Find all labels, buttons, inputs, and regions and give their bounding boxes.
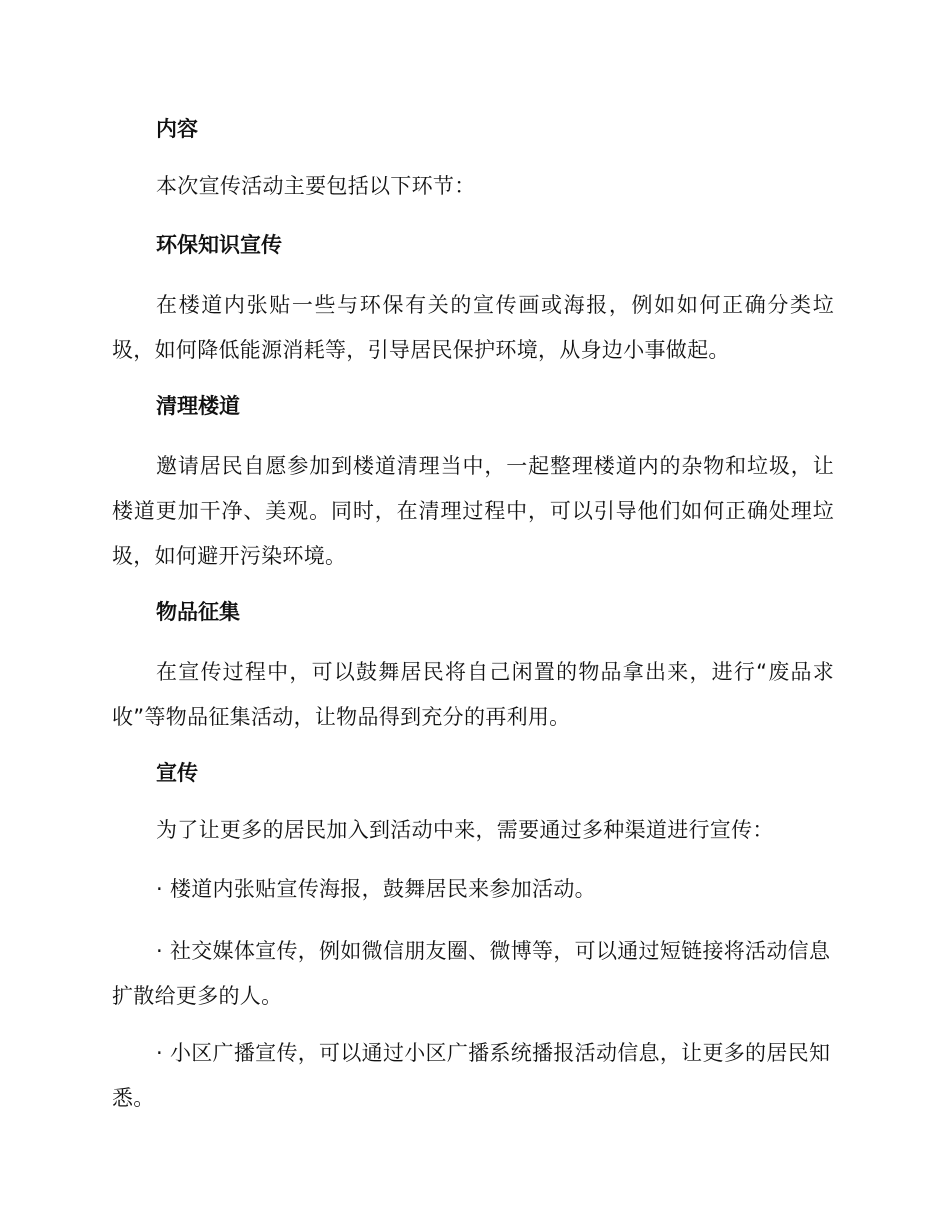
section-heading-env: 环保知识宣传 — [156, 233, 282, 257]
list-item: · 社交媒体宣传，例如微信朋友圈、微博等，可以通过短链接将活动信息扩散给更多的人。 — [112, 939, 831, 1008]
section-heading-clean: 清理楼道 — [156, 394, 240, 418]
env-paragraph: 在楼道内张贴一些与环保有关的宣传画或海报，例如如何正确分类垃圾，如何降低能源消耗等，引导居民保护环境，从身边小事做起。 — [112, 293, 834, 362]
document-body — [112, 110, 834, 1133]
clean-paragraph: 邀请居民自愿参加到楼道清理当中，一起整理楼道内的杂物和垃圾，让楼道更加干净、美观。同时，在清理过程中，可以引导他们如何正确处理垃圾，如何避开污染环境。 — [112, 454, 834, 568]
list-item: · 楼道内张贴宣传海报，鼓舞居民来参加活动。 — [156, 877, 596, 901]
section-heading-collect: 物品征集 — [156, 600, 240, 624]
section-heading-promo: 宣传 — [156, 761, 198, 785]
intro-paragraph: 本次宣传活动主要包括以下环节： — [156, 174, 476, 198]
section-heading-content: 内容 — [156, 117, 198, 141]
promo-intro-paragraph: 为了让更多的居民加入到活动中来，需要通过多种渠道进行宣传： — [156, 818, 774, 842]
list-item: · 小区广播宣传，可以通过小区广播系统播报活动信息，让更多的居民知悉。 — [112, 1041, 831, 1110]
collect-paragraph: 在宣传过程中，可以鼓舞居民将自己闲置的物品拿出来，进行“废品求收”等物品征集活动，让物品得到充分的再利用。 — [112, 660, 834, 729]
